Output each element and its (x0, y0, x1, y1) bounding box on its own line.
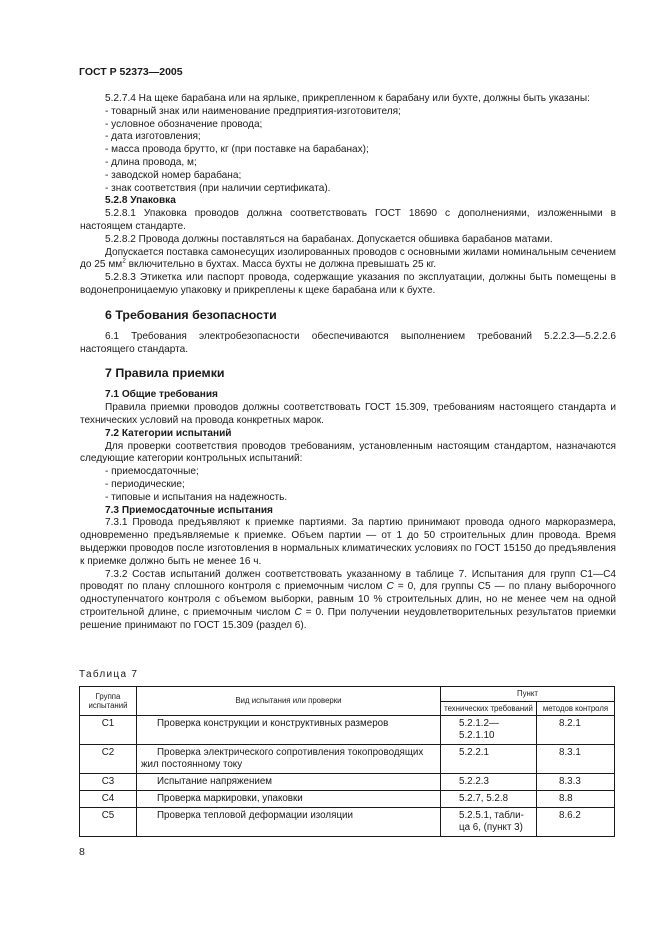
list-item: - масса провода брутто, кг (при поставке на барабанах); (105, 144, 369, 156)
test-category-list (80, 466, 616, 504)
cell-method-item: 8.8 (537, 791, 615, 808)
cell-tech-item: 5.2.7, 5.2.8 (441, 791, 537, 808)
list-item: - товарный знак или наименование предприятия-изготовителя; (105, 105, 401, 117)
table-header-row (80, 687, 615, 702)
subsection-title-5-2-8: 5.2.8 Упаковка (105, 195, 176, 207)
paragraph-6-1: 6.1 Требования электробезопасности обеспечиваются выполнением требований 5.2.2.3—5.2.2.6 настоящего стандарта. (80, 330, 616, 355)
paragraph-7-3-1: 7.3.1 Провода предъявляют к приемке партиями. За партию принимают провода одного маркоразмера, одновременно предъявляемые к приемке. Объем партии — от 1 до 50 строительных длин провода. Время выдержки проводов после изготовления в нормальных климатических условиях по ГОСТ 15150 до предъявления к приемке должно быть не менее 16 ч. (80, 517, 616, 567)
cell-method-item: 8.6.2 (537, 808, 615, 837)
cell-method-item: 8.3.3 (537, 774, 615, 791)
page-number: 8 (79, 846, 85, 858)
subsection-title-7-3: 7.3 Приемосдаточные испытания (105, 504, 273, 516)
superscript: 2 (122, 258, 126, 265)
text-fragment: = 0, для группы С5 — по плану выборочного одноступенчатого контроля с объемом выборки, равным 10 % строительных длин, но не менее чем на одной строительной длине, с приемочным числом (80, 581, 617, 618)
header-test-type: Вид испытания или проверки (137, 687, 441, 716)
paragraph-7-1: Правила приемки проводов должны соответствовать ГОСТ 15.309, требованиям настоящего стандарта и технических условий на провода конкретных марок. (80, 402, 616, 426)
marking-list (80, 106, 616, 196)
header-control-methods: методов контроля (537, 701, 615, 716)
list-item: - условное обозначение провода; (105, 118, 263, 130)
header-item: Пункт (441, 687, 615, 702)
cell-test-name: Проверка электрического сопротивления токопроводящих жил постоянному току (137, 745, 441, 774)
section-heading-6: 6 Требования безопасности (105, 307, 277, 322)
text-fragment: Допускается поставка самонесущих изолированных проводов с основными жилами номинальным сечением до 25 мм (80, 246, 616, 271)
cell-test-name: Проверка тепловой деформации изоляции (137, 808, 441, 837)
text-fragment: включительно в бухтах. Масса бухты не должна превышать 25 кг. (125, 259, 437, 271)
list-item: - приемосдаточные; (105, 466, 199, 478)
list-item: - заводской номер барабана; (105, 169, 242, 181)
table-row (80, 745, 615, 774)
header-tech-requirements: технических требований (441, 701, 537, 716)
cell-group: С5 (80, 808, 137, 837)
table-row (80, 774, 615, 791)
paragraph-5-2-7-4: 5.2.7.4 На щеке барабана или на ярлыке, прикрепленном к барабану или бухте, должны быть указаны: (105, 93, 590, 104)
document-header: ГОСТ Р 52373—2005 (79, 66, 183, 78)
paragraph-5-2-8-3: 5.2.8.3 Этикетка или паспорт провода, содержащие указания по эксплуатации, должны быть помещены в водонепроницаемую упаковку и прикреплены к щеке барабана или к бухте. (80, 272, 616, 296)
paragraph-7-3-2 (80, 569, 616, 633)
cell-tech-item: 5.2.1.2—5.2.1.10 (441, 716, 537, 745)
list-item: - длина провода, м; (105, 156, 197, 168)
paragraph-7-2: Для проверки соответствия проводов требованиям, установленным настоящим стандартом, назначаются следующие категории контрольных испытаний: (80, 440, 616, 465)
cell-test-name: Испытание напряжением (137, 774, 441, 791)
document-body (80, 93, 616, 632)
cell-group: С3 (80, 774, 137, 791)
list-item: - дата изготовления; (105, 131, 201, 143)
cell-test-name: Проверка конструкции и конструктивных размеров (137, 716, 441, 745)
italic-symbol: С (386, 581, 394, 593)
table-row (80, 716, 615, 745)
cell-group: С1 (80, 716, 137, 745)
paragraph-5-2-8-2: 5.2.8.2 Провода должны поставляться на барабанах. Допускается обшивка барабанов матами. (105, 233, 553, 245)
cell-group: С4 (80, 791, 137, 808)
text-fragment: 7.3.2 Состав испытаний должен соответствовать указанному в таблице 7. Испытания для групп С1—С4 проводят по плану сплошного контроля с приемочным числом (80, 568, 616, 593)
list-item: - периодические; (105, 478, 185, 490)
header-group: Группа испытаний (80, 687, 137, 716)
cell-tech-item: 5.2.2.1 (441, 745, 537, 774)
table-row (80, 808, 615, 837)
tests-table (79, 686, 615, 837)
cell-method-item: 8.3.1 (537, 745, 615, 774)
text-fragment: = 0. При получении неудовлетворительных результатов приемки решение принимают по ГОСТ 15.309 (раздел 6). (80, 606, 616, 631)
list-item: - знак соответствия (при наличии сертификата). (105, 182, 331, 194)
cell-test-name: Проверка маркировки, упаковки (137, 791, 441, 808)
table-row (80, 791, 615, 808)
cell-group: С2 (80, 745, 137, 774)
paragraph-5-2-8-1: 5.2.8.1 Упаковка проводов должна соответствовать ГОСТ 18690 с дополнениями, изложенными в настоящем стандарте. (80, 208, 616, 232)
cell-method-item: 8.2.1 (537, 716, 615, 745)
section-heading-7: 7 Правила приемки (105, 366, 225, 381)
subsection-title-7-1: 7.1 Общие требования (105, 389, 218, 401)
list-item: - типовые и испытания на надежность. (105, 491, 288, 503)
table-caption: Таблица 7 (79, 669, 139, 680)
italic-symbol: С (294, 606, 302, 618)
paragraph-supply-bundles (80, 247, 616, 273)
subsection-title-7-2: 7.2 Категории испытаний (105, 427, 232, 439)
cell-tech-item: 5.2.2.3 (441, 774, 537, 791)
cell-tech-item: 5.2.5.1, табли-ца 6, (пункт 3) (441, 808, 537, 837)
